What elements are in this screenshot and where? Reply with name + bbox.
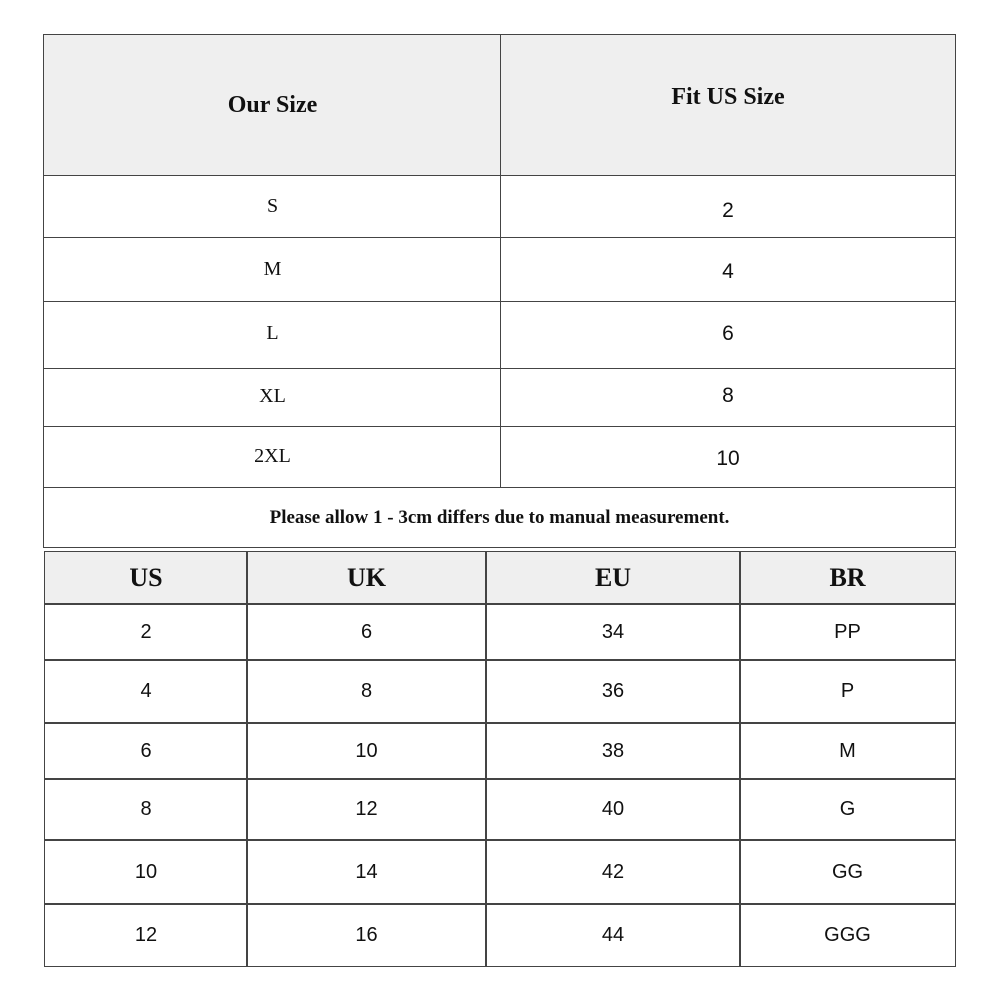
eu-cell [486, 780, 740, 839]
cell-value: 12 [134, 924, 158, 946]
divider [44, 722, 956, 724]
eu-cell [486, 841, 740, 903]
divider [44, 966, 956, 967]
our-size-value: 2XL [254, 445, 291, 467]
cell-value: 12 [355, 798, 378, 820]
divider [44, 603, 956, 605]
divider [43, 487, 956, 488]
us-cell [45, 780, 247, 839]
cell-value: 8 [360, 680, 373, 702]
divider [485, 551, 487, 967]
our-size-cell [44, 427, 501, 486]
uk-cell [247, 841, 486, 903]
cell-value: 2 [140, 620, 152, 643]
us-cell [45, 841, 247, 903]
uk-cell [247, 780, 486, 839]
us-size-value: 4 [722, 259, 734, 283]
divider [955, 551, 956, 967]
br-cell [740, 661, 955, 722]
our-size-cell [44, 176, 501, 237]
us-cell [45, 905, 247, 966]
cell-value: 10 [134, 860, 158, 883]
cell-value: 14 [355, 860, 378, 883]
cell-value: 8 [140, 798, 152, 820]
cell-value: M [839, 739, 856, 762]
eu-column-header [486, 552, 740, 604]
our-size-cell [44, 238, 501, 301]
our-size-value: XL [259, 384, 286, 407]
measurement-note-text: Please allow 1 - 3cm differs due to manual measurement. [269, 506, 730, 528]
us-size-value: 2 [722, 198, 734, 222]
br-cell [740, 780, 955, 839]
cell-value: 34 [601, 620, 625, 643]
our-size-value: L [266, 322, 279, 344]
cell-value: 10 [355, 739, 378, 762]
our-size-value: S [266, 195, 279, 217]
divider [44, 839, 956, 841]
cell-value: 36 [601, 680, 625, 702]
us-size-cell [501, 302, 955, 365]
cell-value: PP [834, 620, 861, 643]
cell-value: 40 [601, 798, 625, 820]
us-header-label: US [129, 563, 163, 592]
cell-value: 38 [601, 739, 625, 762]
divider [43, 547, 956, 548]
cell-value: 44 [601, 924, 625, 946]
divider [739, 551, 741, 967]
us-size-cell [501, 180, 955, 241]
us-size-value: 8 [722, 384, 734, 407]
us-cell [45, 661, 247, 722]
us-cell [45, 724, 247, 778]
br-cell [740, 841, 955, 903]
uk-cell [247, 661, 486, 722]
our-size-header-label: Our Size [227, 91, 318, 118]
us-size-value: 6 [722, 321, 734, 345]
br-cell [740, 724, 955, 778]
cell-value: GGG [824, 924, 871, 946]
cell-value: G [839, 798, 856, 820]
uk-column-header [247, 552, 486, 604]
us-size-cell [501, 240, 955, 303]
our-size-header [44, 35, 501, 175]
fit-us-size-header [501, 35, 955, 159]
br-column-header [740, 552, 955, 604]
br-header-label: BR [829, 563, 866, 592]
uk-cell [247, 605, 486, 659]
us-cell [45, 605, 247, 659]
us-column-header [45, 552, 247, 604]
us-size-value: 10 [716, 446, 740, 470]
our-size-cell [44, 302, 501, 365]
divider [955, 34, 956, 548]
uk-cell [247, 724, 486, 778]
divider [44, 551, 956, 552]
eu-cell [486, 905, 740, 966]
cell-value: 6 [360, 620, 373, 643]
uk-header-label: UK [347, 563, 386, 592]
divider [246, 551, 248, 967]
divider [43, 34, 44, 548]
uk-cell [247, 905, 486, 966]
cell-value: 6 [140, 739, 152, 762]
our-size-cell [44, 369, 501, 423]
br-cell [740, 605, 955, 659]
divider [44, 659, 956, 661]
eu-cell [486, 661, 740, 722]
br-cell [740, 905, 955, 966]
us-size-cell [501, 429, 955, 488]
cell-value: P [840, 680, 855, 702]
cell-value: 16 [355, 924, 378, 946]
fit-us-size-header-label: Fit US Size [671, 83, 785, 110]
header-bg-fill [501, 159, 955, 175]
cell-value: GG [831, 860, 864, 883]
cell-value: 4 [140, 680, 152, 702]
cell-value: 42 [601, 860, 625, 883]
divider [44, 778, 956, 780]
divider [44, 551, 45, 967]
our-size-value: M [263, 258, 282, 280]
divider [500, 34, 501, 487]
divider [44, 903, 956, 905]
us-size-cell [501, 369, 955, 423]
eu-cell [486, 605, 740, 659]
eu-cell [486, 724, 740, 778]
measurement-note [44, 488, 955, 547]
eu-header-label: EU [594, 563, 632, 592]
